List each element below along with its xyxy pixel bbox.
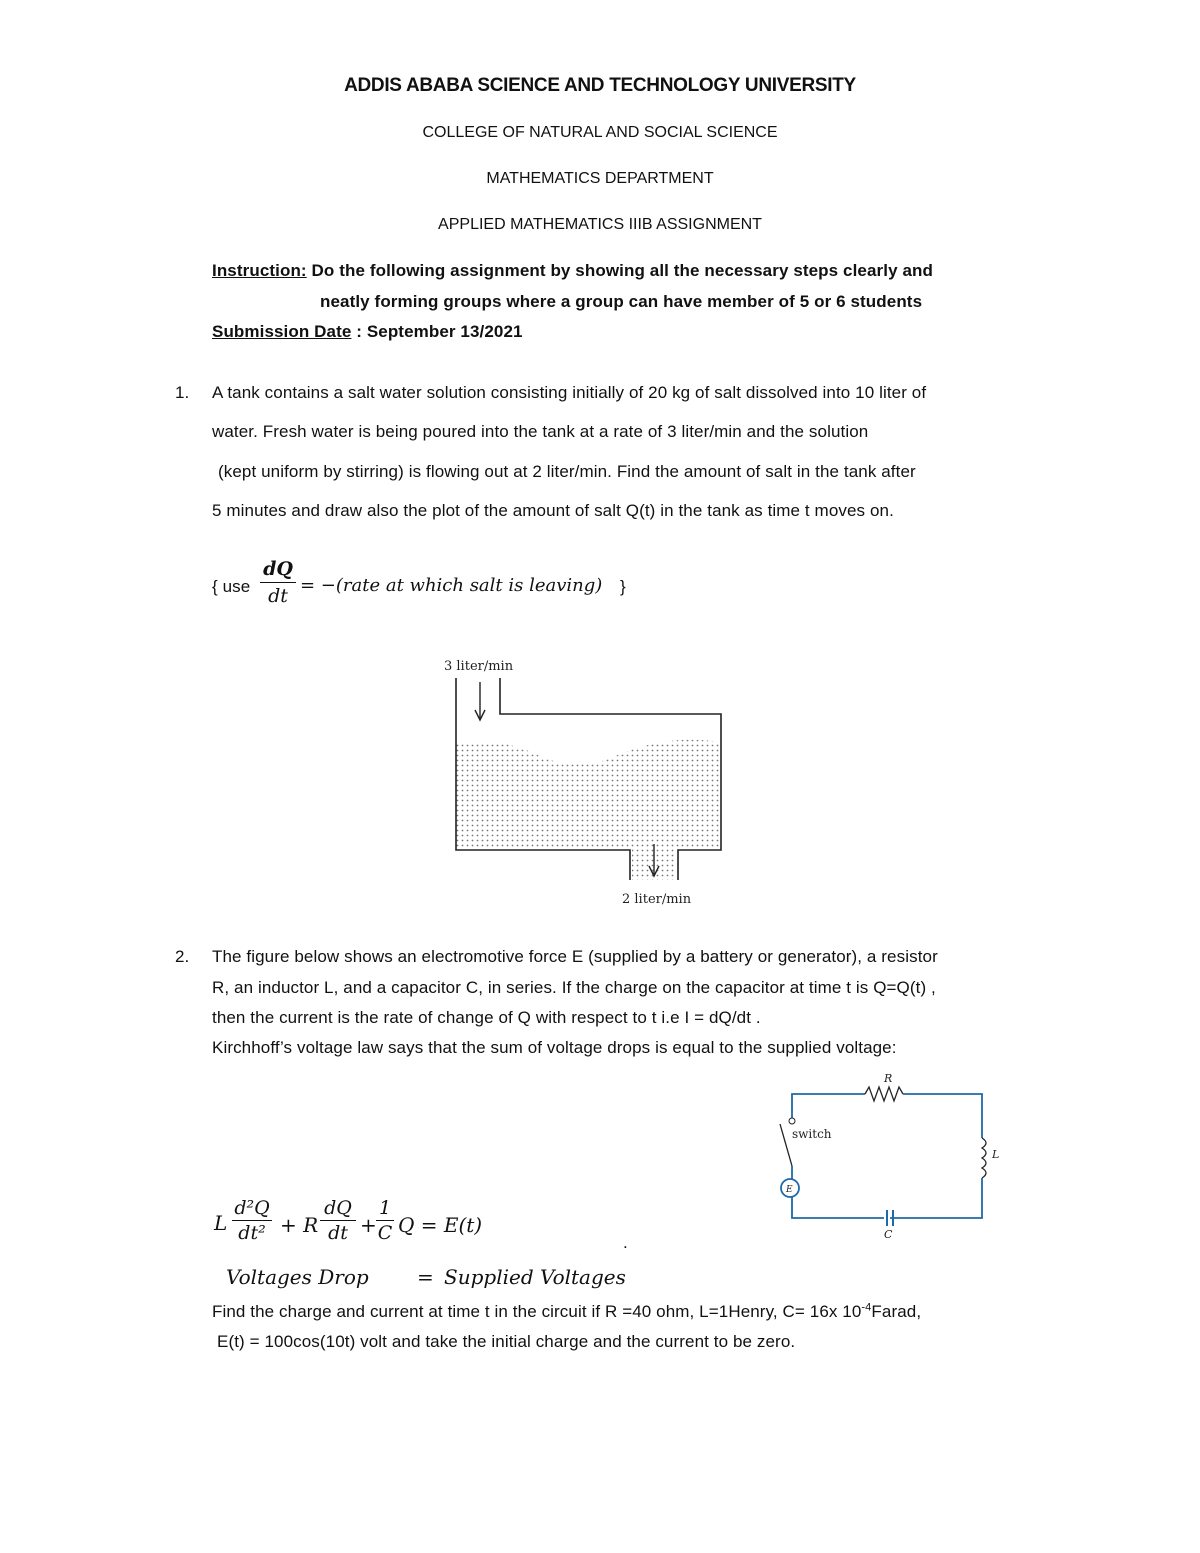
q1-hint-rhs: = −(rate at which salt is leaving): [300, 575, 603, 596]
rlc-circuit-diagram: [770, 1066, 1010, 1246]
instruction-line-1: [212, 261, 933, 281]
q2-line-4: Kirchhoff’s voltage law says that the sum of voltage drops is equal to the supplied voltage:: [212, 1038, 897, 1057]
resistor-label: R: [884, 1072, 893, 1085]
wire-bottom-right: [890, 1178, 982, 1218]
outflow-label: 2 liter/min: [622, 892, 692, 907]
capacitor-label: C: [884, 1228, 893, 1241]
eq-rhs: Q = E(t): [398, 1213, 483, 1237]
inductor-label: L: [992, 1148, 1000, 1161]
eq-c: C: [377, 1222, 393, 1244]
instruction-label: Instruction:: [212, 261, 307, 280]
q1-hint-close: }: [620, 577, 626, 596]
q1-line-2: water. Fresh water is being poured into the tank at a rate of 3 liter/min and the solution: [212, 422, 869, 441]
q2-find-unit: Farad,: [871, 1302, 922, 1321]
tank-diagram: [430, 648, 730, 908]
q1-hint-denominator: dt: [268, 585, 288, 607]
eq-one: 1: [378, 1197, 392, 1219]
switch-label: switch: [792, 1127, 832, 1141]
q1-hint-fraction: [258, 558, 298, 607]
instruction-line-2: neatly forming groups where a group can have member of 5 or 6 students: [320, 292, 923, 311]
q2-find-line-1: [212, 1302, 921, 1322]
eq-fraction-bar-2: [320, 1220, 356, 1221]
tank-figure: [430, 648, 730, 908]
water-fill: [456, 740, 720, 880]
eq-d2q: d²Q: [234, 1197, 270, 1219]
q1-line-4: 5 minutes and draw also the plot of the amount of salt Q(t) in the tank as time t moves on.: [212, 501, 894, 520]
eq-dt: dt: [328, 1222, 348, 1244]
eq-plus-r: + R: [280, 1213, 319, 1237]
eq-first-derivative: [318, 1197, 358, 1244]
q1-line-1: A tank contains a salt water solution consisting initially of 20 kg of salt dissolved into 10 liter of: [212, 383, 927, 402]
submission-label: Submission Date: [212, 322, 352, 341]
wire-bottom-left: [792, 1197, 884, 1218]
department-title: MATHEMATICS DEPARTMENT: [486, 170, 714, 187]
emf-label: E: [786, 1185, 793, 1195]
wire-top-left: [792, 1094, 865, 1118]
supplied-voltages-label: Supplied Voltages: [444, 1265, 626, 1289]
eq-L: L: [214, 1211, 228, 1235]
q2-find-text: Find the charge and current at time t in the circuit if R =40 ohm, L=1Henry, C= 16x 10: [212, 1302, 862, 1321]
voltages-drop-label: Voltages Drop: [226, 1265, 369, 1289]
q2-find-line-2: E(t) = 100cos(10t) volt and take the initial charge and the current to be zero.: [217, 1332, 796, 1351]
q1-hint-fraction-bar: [260, 582, 296, 583]
eq-dot: .: [623, 1233, 628, 1252]
eq-fraction-bar-1: [232, 1220, 272, 1221]
q2-line-2: R, an inductor L, and a capacitor C, in series. If the charge on the capacitor at time t is Q=Q(t) ,: [212, 978, 936, 997]
college-title: COLLEGE OF NATURAL AND SOCIAL SCIENCE: [422, 124, 778, 141]
inductor-symbol: [982, 1138, 986, 1178]
eq-plus: +: [360, 1213, 377, 1237]
q1-hint-numerator: dQ: [263, 558, 293, 580]
q2-line-3: then the current is the rate of change of Q with respect to t i.e I = dQ/dt .: [212, 1008, 761, 1027]
assignment-title: APPLIED MATHEMATICS IIIB ASSIGNMENT: [438, 216, 762, 233]
eq-fraction-bar-3: [376, 1220, 394, 1221]
eq-second-derivative: [230, 1197, 274, 1244]
inflow-label: 3 liter/min: [444, 659, 514, 674]
q2-number: 2.: [175, 947, 190, 966]
q1-hint-open: { use: [212, 577, 251, 596]
q1-number: 1.: [175, 383, 190, 402]
instruction-text-1: Do the following assignment by showing all the necessary steps clearly and: [306, 261, 933, 280]
voltages-equals: =: [417, 1265, 434, 1289]
q2-line-1: The figure below shows an electromotive force E (supplied by a battery or generator), a resistor: [212, 947, 938, 966]
resistor-symbol: [865, 1087, 903, 1101]
q1-line-3: (kept uniform by stirring) is flowing out at 2 liter/min. Find the amount of salt in the tank after: [218, 462, 916, 481]
switch-lever: [780, 1124, 792, 1166]
submission-line: [212, 322, 523, 342]
wire-top-right: [903, 1094, 982, 1138]
eq-dq: dQ: [324, 1197, 352, 1219]
eq-one-over-c: [374, 1197, 396, 1244]
university-title: ADDIS ABABA SCIENCE AND TECHNOLOGY UNIVERSITY: [344, 75, 856, 96]
switch-contact: [789, 1118, 795, 1124]
rlc-circuit-figure: [770, 1066, 1010, 1246]
q2-find-exponent: -4: [861, 1301, 872, 1314]
submission-date: : September 13/2021: [351, 322, 523, 341]
eq-dt2: dt²: [238, 1222, 266, 1244]
